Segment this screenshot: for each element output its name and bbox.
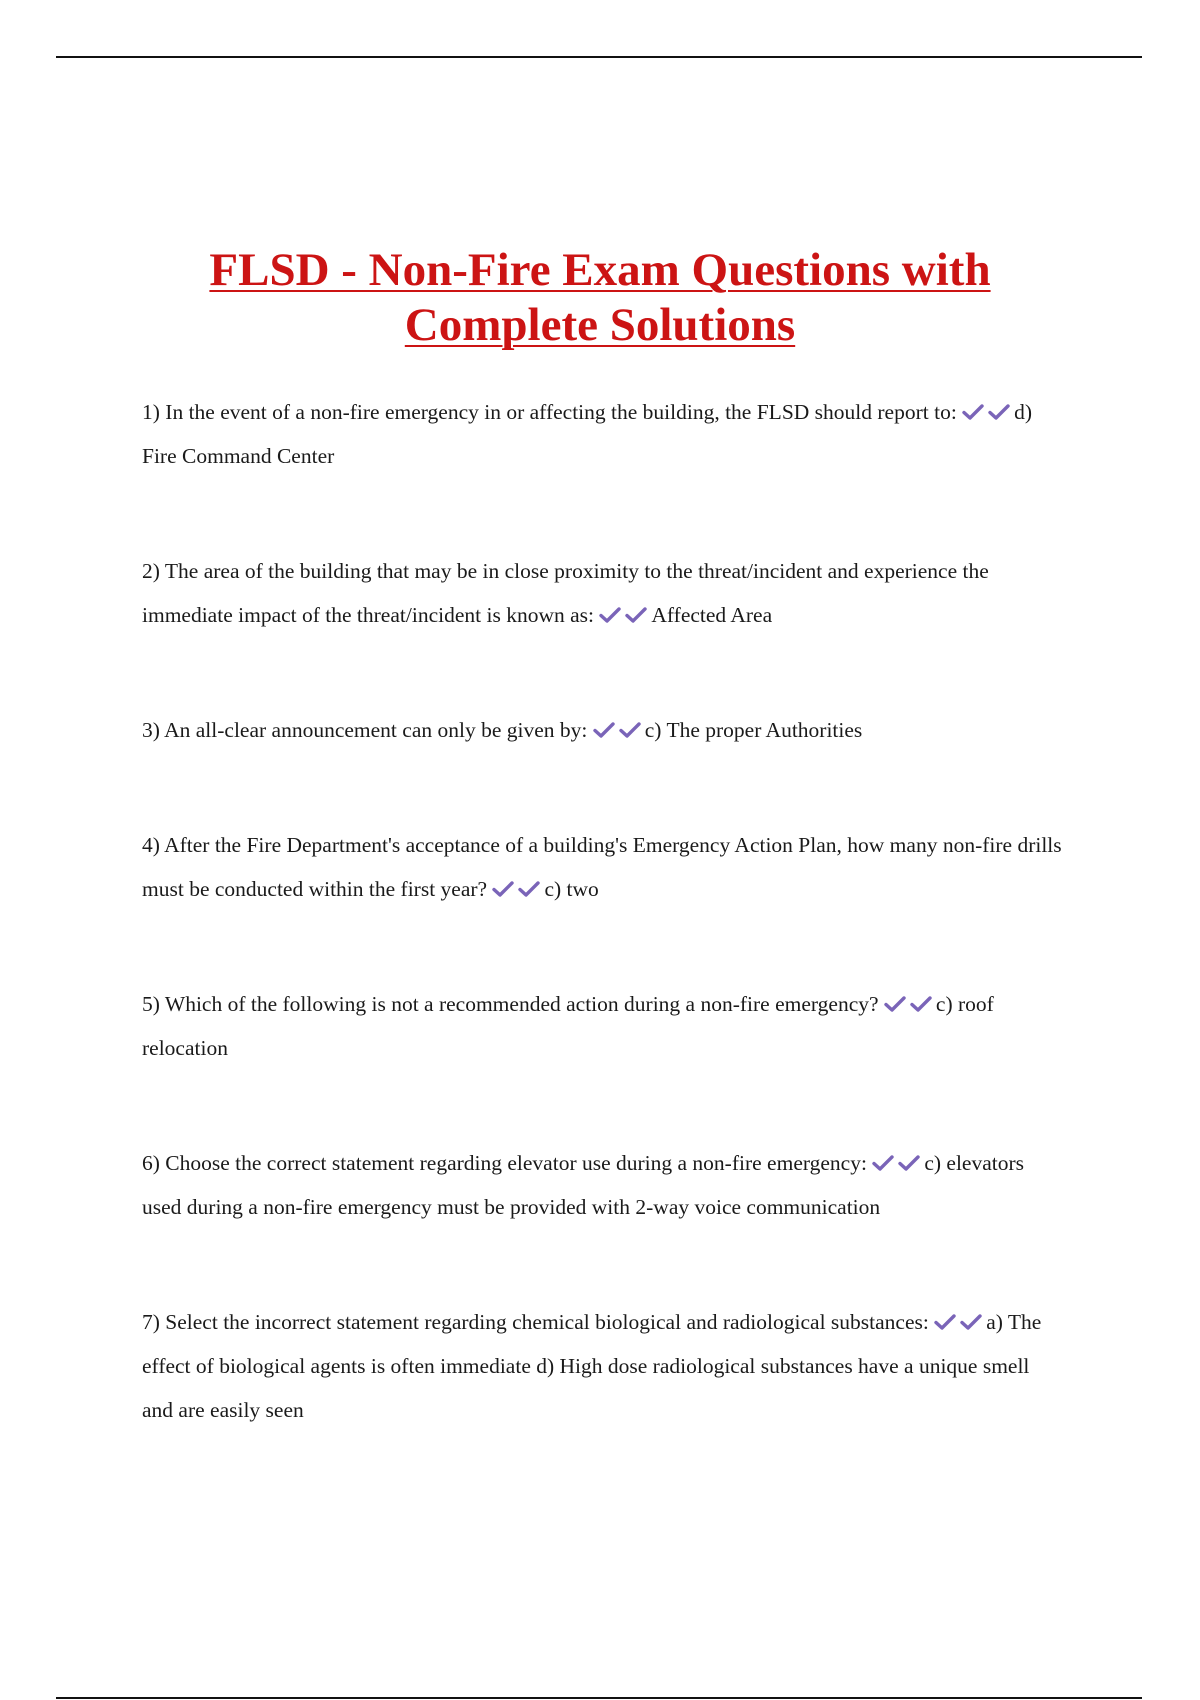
question-text: 3) An all-clear announcement can only be given by: <box>142 718 588 742</box>
answer-checks <box>872 1141 924 1185</box>
check-icon <box>884 996 910 1012</box>
check-icon <box>518 881 544 897</box>
question-list <box>142 390 1062 1432</box>
answer-checks <box>934 1300 986 1344</box>
check-icon <box>492 881 518 897</box>
question-text: 5) Which of the following is not a recommended action during a non-fire emergency? <box>142 992 879 1016</box>
answer-text: a) The effect of biological agents is often immediate d) High dose radiological substances have a unique smell and are easily seen <box>142 1310 1042 1422</box>
check-icon <box>593 722 619 738</box>
check-icon <box>599 607 625 623</box>
answer-text: Affected Area <box>651 603 773 627</box>
answer-checks <box>593 708 645 752</box>
document-title: FLSD - Non-Fire Exam Questions with Complete Solutions <box>209 244 991 352</box>
answer-text: c) elevators used during a non-fire emergency must be provided with 2-way voice communication <box>142 1151 1025 1219</box>
question-text: 1) In the event of a non-fire emergency in or affecting the building, the FLSD should report to: <box>142 400 957 424</box>
answer-checks <box>599 593 651 637</box>
check-icon <box>962 404 988 420</box>
check-icon <box>910 996 936 1012</box>
qa-item-3 <box>142 708 1062 752</box>
question-text: 2) The area of the building that may be in close proximity to the threat/incident and experience the immediate impact of the threat/incident is known as: <box>142 559 989 627</box>
check-icon <box>934 1314 960 1330</box>
check-icon <box>988 404 1014 420</box>
answer-text: c) roof relocation <box>142 992 994 1060</box>
top-rule <box>56 56 1142 58</box>
answer-text: c) The proper Authorities <box>644 718 863 742</box>
qa-item-4 <box>142 823 1062 911</box>
qa-item-6 <box>142 1141 1062 1229</box>
bottom-rule <box>56 1697 1142 1699</box>
qa-item-7 <box>142 1300 1062 1432</box>
question-text: 7) Select the incorrect statement regarding chemical biological and radiological substances: <box>142 1310 929 1334</box>
question-text: 6) Choose the correct statement regarding elevator use during a non-fire emergency: <box>142 1151 867 1175</box>
check-icon <box>625 607 651 623</box>
qa-item-1 <box>142 390 1062 478</box>
check-icon <box>960 1314 986 1330</box>
check-icon <box>619 722 645 738</box>
answer-checks <box>492 867 544 911</box>
answer-checks <box>884 982 936 1026</box>
question-text: 4) After the Fire Department's acceptance of a building's Emergency Action Plan, how many non-fire drills must be conducted within the first year? <box>142 833 1062 901</box>
qa-item-5 <box>142 982 1062 1070</box>
check-icon <box>898 1155 924 1171</box>
check-icon <box>872 1155 898 1171</box>
answer-text: d) Fire Command Center <box>142 400 1033 468</box>
qa-item-2 <box>142 549 1062 637</box>
answer-checks <box>962 390 1014 434</box>
answer-text: c) two <box>544 877 599 901</box>
